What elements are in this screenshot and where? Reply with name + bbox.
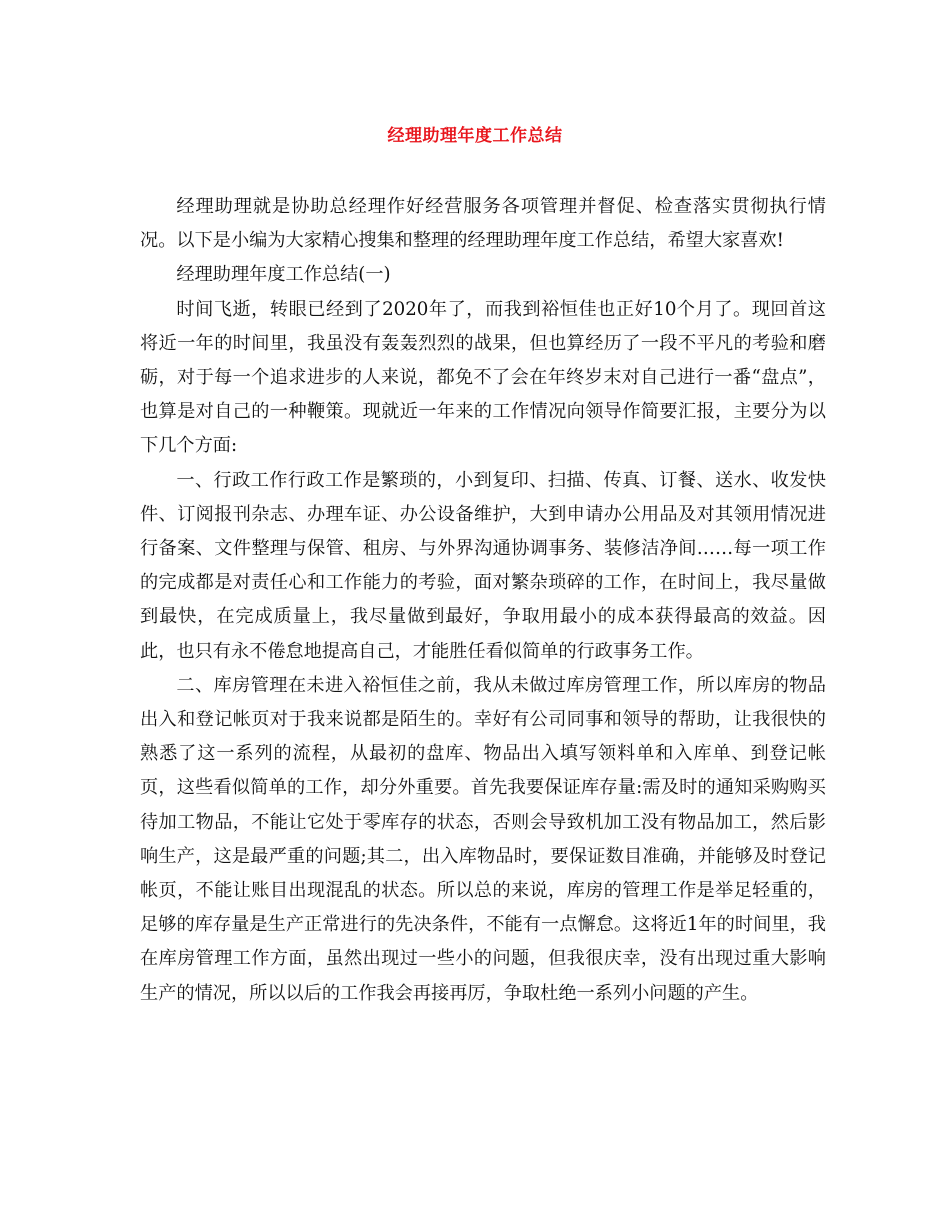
- body-paragraph: 一、行政工作行政工作是繁琐的，小到复印、扫描、传真、订餐、送水、收发快件、订阅报刊杂志、办理车证、办公设备维护，大到申请办公用品及对其领用情况进行备案、文件整理与保管、租房、与外界沟通协调事务、装修洁净间……每一项工作的完成都是对责任心和工作能力的考验，面对繁杂琐碎的工作，在时间上，我尽量做到最快，在完成质量上，我尽量做到最好，争取用最小的成本获得最高的效益。因此，也只有永不倦怠地提高自己，才能胜任看似简单的行政事务工作。: [140, 469, 826, 662]
- document-body: [140, 190, 826, 1011]
- intro-paragraph: 经理助理就是协助总经理作好经营服务各项管理并督促、检查落实贯彻执行情况。以下是小编为大家精心搜集和整理的经理助理年度工作总结，希望大家喜欢!: [140, 196, 826, 252]
- section-heading: 经理助理年度工作总结(一): [176, 264, 391, 286]
- body-paragraph: 时间飞逝，转眼已经到了2020年了，而我到裕恒佳也正好10个月了。现回首这将近一年的时间里，我虽没有轰轰烈烈的战果，但也算经历了一段不平凡的考验和磨砺，对于每一个追求进步的人来说，都免不了会在年终岁末对自己进行一番“盘点”，也算是对自己的一种鞭策。现就近一年来的工作情况向领导作简要汇报，主要分为以下几个方面:: [140, 298, 826, 457]
- body-paragraph: 二、库房管理在未进入裕恒佳之前，我从未做过库房管理工作，所以库房的物品出入和登记帐页对于我来说都是陌生的。幸好有公司同事和领导的帮助，让我很快的熟悉了这一系列的流程，从最初的盘库、物品出入填写领料单和入库单、到登记帐页，这些看似简单的工作，却分外重要。首先我要保证库存量:需及时的通知采购购买待加工物品，不能让它处于零库存的状态，否则会导致机加工没有物品加工，然后影响生产，这是最严重的问题;其二，出入库物品时，要保证数目准确，并能够及时登记帐页，不能让账目出现混乱的状态。所以总的来说，库房的管理工作是举足轻重的，足够的库存量是生产正常进行的先决条件，不能有一点懈怠。这将近1年的时间里，我在库房管理工作方面，虽然出现过一些小的问题，但我很庆幸，没有出现过重大影响生产的情况，所以以后的工作我会再接再厉，争取杜绝一系列小问题的产生。: [140, 674, 826, 1004]
- document-title: 经理助理年度工作总结: [387, 126, 563, 146]
